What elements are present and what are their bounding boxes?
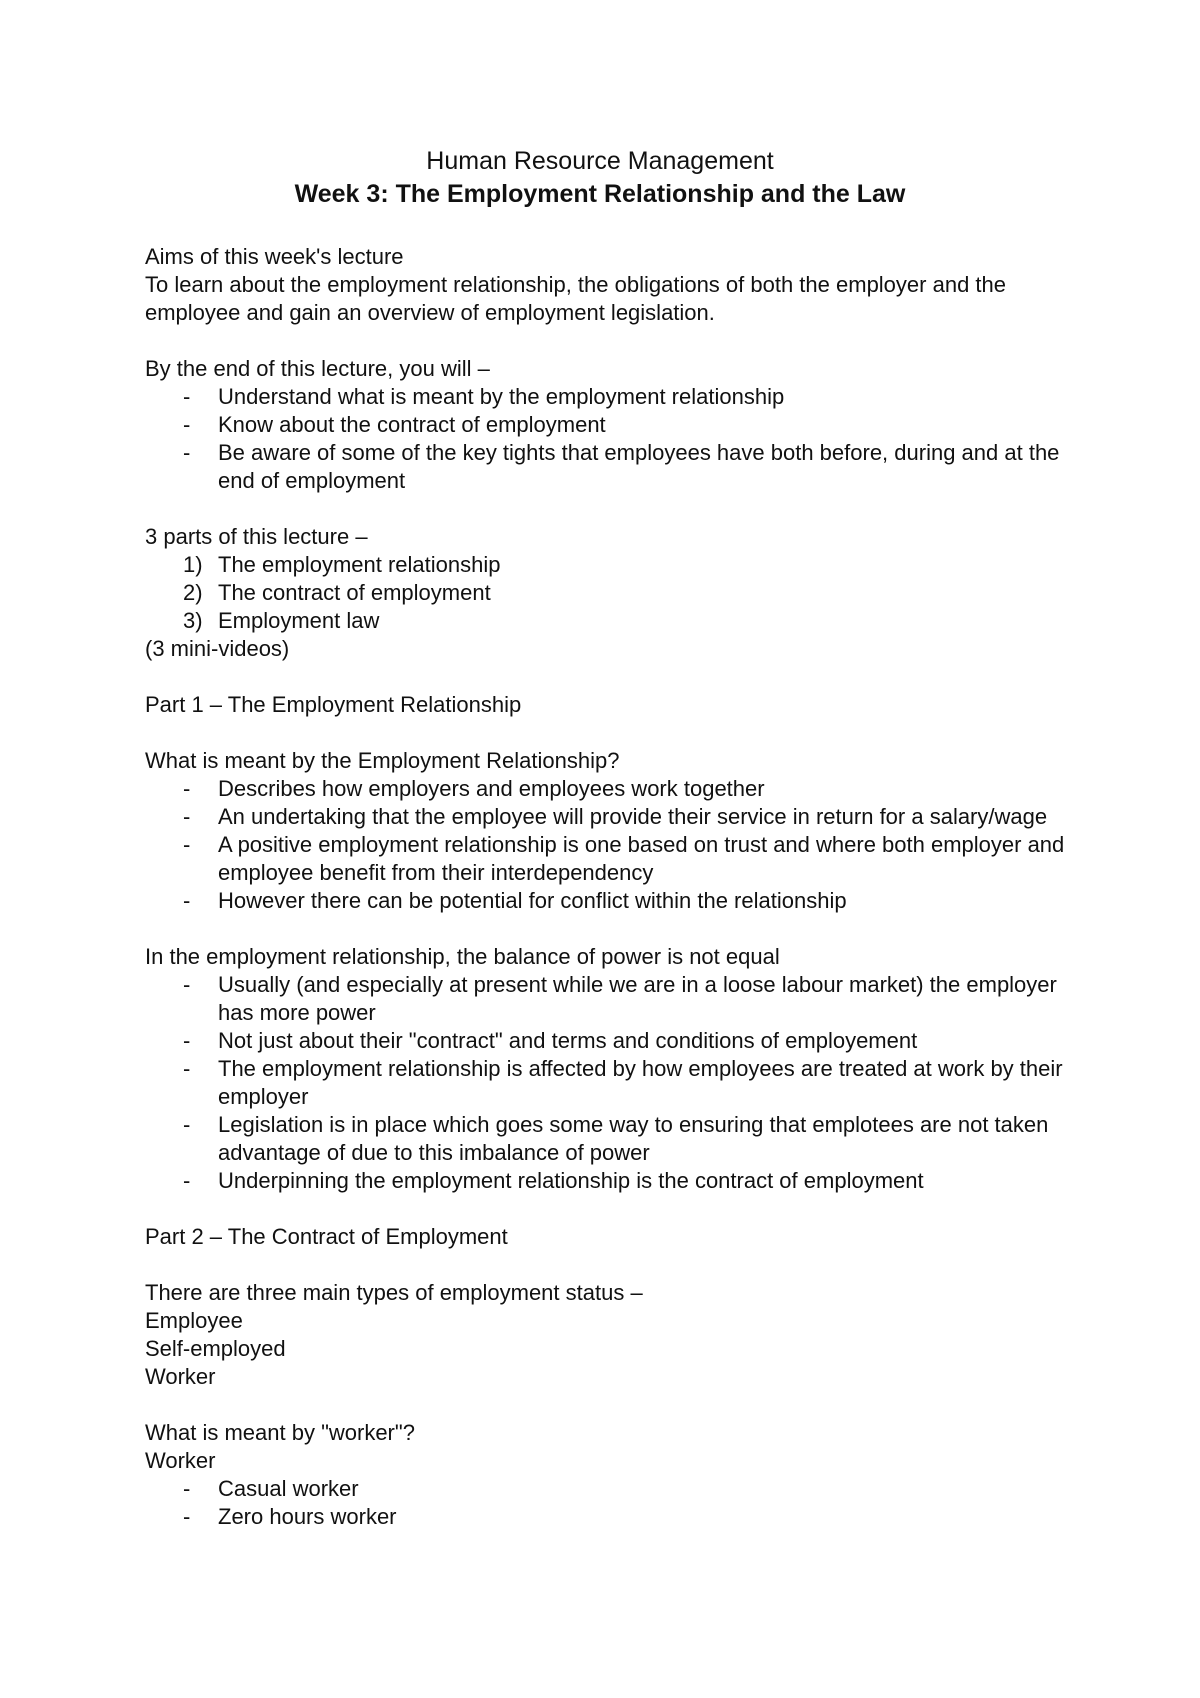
- bullet-dash: -: [183, 832, 191, 857]
- document-subtitle: Week 3: The Employment Relationship and the Law: [294, 180, 906, 208]
- bullet-dash: -: [183, 1056, 191, 1081]
- aims-text: To learn about the employment relationship, the obligations of both the employer and the employee and gain an overview of employment legislation.: [145, 272, 1006, 325]
- aims-heading: Aims of this week's lecture: [145, 244, 404, 269]
- bullet-dash: -: [183, 888, 191, 913]
- worker-question: What is meant by "worker"?: [145, 1420, 415, 1445]
- status-employee: Employee: [145, 1308, 243, 1333]
- bullet-dash: -: [183, 384, 191, 409]
- parts-intro: 3 parts of this lecture –: [145, 524, 368, 549]
- parts-list: [145, 551, 1075, 635]
- list-item: [145, 439, 1075, 495]
- spacer: [145, 915, 1075, 943]
- list-item: [145, 1111, 1075, 1167]
- status-worker: Worker: [145, 1364, 216, 1389]
- bullet-dash: -: [183, 1504, 191, 1529]
- list-item: [145, 579, 1075, 607]
- list-item-text: Casual worker: [218, 1476, 359, 1501]
- bullet-dash: -: [183, 1476, 191, 1501]
- list-item-text: A positive employment relationship is one based on trust and where both employer and employee benefit from their interdependency: [218, 832, 1065, 885]
- power-list: [145, 971, 1075, 1195]
- list-item: [145, 1167, 1075, 1195]
- list-number: 3): [183, 608, 203, 633]
- parts-note: (3 mini-videos): [145, 636, 290, 661]
- list-item-text: Know about the contract of employment: [218, 412, 606, 437]
- bullet-dash: -: [183, 412, 191, 437]
- list-item: [145, 775, 1075, 803]
- status-intro: There are three main types of employment status –: [145, 1280, 643, 1305]
- list-item-text: The employment relationship: [218, 552, 501, 577]
- list-item-text: Be aware of some of the key tights that employees have both before, during and at the end of employment: [218, 440, 1060, 493]
- list-item: [145, 1503, 1075, 1531]
- outcomes-intro: By the end of this lecture, you will –: [145, 356, 490, 381]
- spacer: [145, 719, 1075, 747]
- list-number: 1): [183, 552, 203, 577]
- bullet-dash: -: [183, 972, 191, 997]
- bullet-dash: -: [183, 1112, 191, 1137]
- list-item: [145, 411, 1075, 439]
- list-item-text: Not just about their "contract" and terms and conditions of employement: [218, 1028, 918, 1053]
- list-item: [145, 1027, 1075, 1055]
- list-item-text: The contract of employment: [218, 580, 491, 605]
- list-item-text: Understand what is meant by the employment relationship: [218, 384, 785, 409]
- status-self-employed: Self-employed: [145, 1336, 286, 1361]
- bullet-dash: -: [183, 804, 191, 829]
- list-item: [145, 971, 1075, 1027]
- part1-question: What is meant by the Employment Relationship?: [145, 748, 620, 773]
- power-heading: In the employment relationship, the balance of power is not equal: [145, 944, 780, 969]
- list-item-text: An undertaking that the employee will provide their service in return for a salary/wage: [218, 804, 1048, 829]
- list-item-text: Describes how employers and employees work together: [218, 776, 765, 801]
- title-block: [0, 145, 1200, 211]
- worker-label: Worker: [145, 1448, 216, 1473]
- document-body: [145, 243, 1075, 1531]
- list-item: [145, 887, 1075, 915]
- spacer: [145, 327, 1075, 355]
- list-item: [145, 383, 1075, 411]
- list-item-text: Legislation is in place which goes some way to ensuring that emplotees are not taken advantage of due to this imbalance of power: [218, 1112, 1049, 1165]
- document-title: Human Resource Management: [426, 147, 774, 175]
- list-item-text: Usually (and especially at present while we are in a loose labour market) the employer has more power: [218, 972, 1057, 1025]
- spacer: [145, 663, 1075, 691]
- list-item: [145, 1475, 1075, 1503]
- spacer: [145, 1391, 1075, 1419]
- list-item: [145, 1055, 1075, 1111]
- list-item-text: Zero hours worker: [218, 1504, 397, 1529]
- list-item-text: The employment relationship is affected by how employees are treated at work by their employer: [218, 1056, 1063, 1109]
- bullet-dash: -: [183, 440, 191, 465]
- list-item: [145, 831, 1075, 887]
- bullet-dash: -: [183, 776, 191, 801]
- list-item: [145, 803, 1075, 831]
- spacer: [145, 1195, 1075, 1223]
- list-item: [145, 607, 1075, 635]
- part2-heading: Part 2 – The Contract of Employment: [145, 1224, 508, 1249]
- part1-heading: Part 1 – The Employment Relationship: [145, 692, 522, 717]
- list-number: 2): [183, 580, 203, 605]
- outcomes-list: [145, 383, 1075, 495]
- bullet-dash: -: [183, 1028, 191, 1053]
- list-item-text: Employment law: [218, 608, 380, 633]
- list-item-text: Underpinning the employment relationship is the contract of employment: [218, 1168, 924, 1193]
- spacer: [145, 495, 1075, 523]
- list-item: [145, 551, 1075, 579]
- bullet-dash: -: [183, 1168, 191, 1193]
- list-item-text: However there can be potential for conflict within the relationship: [218, 888, 847, 913]
- worker-list: [145, 1475, 1075, 1531]
- spacer: [145, 1251, 1075, 1279]
- part1-list: [145, 775, 1075, 915]
